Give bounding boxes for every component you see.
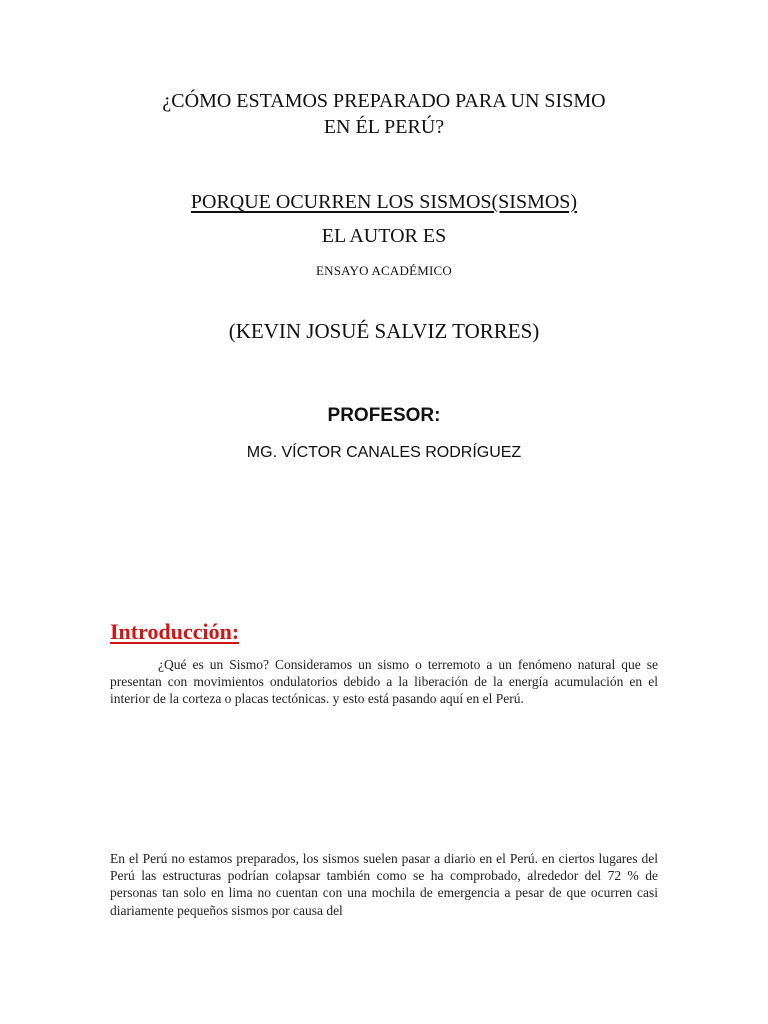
author-name: (KEVIN JOSUÉ SALVIZ TORRES)	[228, 319, 540, 343]
professor-label: PROFESOR:	[327, 405, 441, 426]
introduction-paragraph: ¿Qué es un Sismo? Consideramos un sismo o terremoto a un fenómeno natural que se presentan con movimientos ondulatorios debido a la liberación de la energía acumulación en el interior de la corteza o placas tectónicas. y esto está pasando aquí en el Perú.	[110, 657, 658, 707]
document-title	[0, 88, 768, 140]
document-title-line-1: ¿CÓMO ESTAMOS PREPARADO PARA UN SISMO	[162, 90, 606, 112]
introduction-heading: Introducción:	[110, 619, 240, 644]
author-heading: EL AUTOR ES	[321, 225, 447, 247]
essay-type: ENSAYO ACADÉMICO	[316, 263, 452, 278]
body-paragraph: En el Perú no estamos preparados, los sismos suelen pasar a diario en el Perú. en ciertos lugares del Perú las estructuras podrían colapsar también como se ha comprobado, alrededor del 72 % de personas tan solo en lima no cuentan con una mochila de emergencia a pesar de que ocurren casi diariamente pequeños sismos por causa del	[110, 851, 658, 918]
document-title-line-2: EN ÉL PERÚ?	[323, 116, 445, 138]
document-subtitle: PORQUE OCURREN LOS SISMOS(SISMOS)	[190, 191, 578, 213]
professor-name: MG. VÍCTOR CANALES RODRÍGUEZ	[246, 444, 522, 461]
